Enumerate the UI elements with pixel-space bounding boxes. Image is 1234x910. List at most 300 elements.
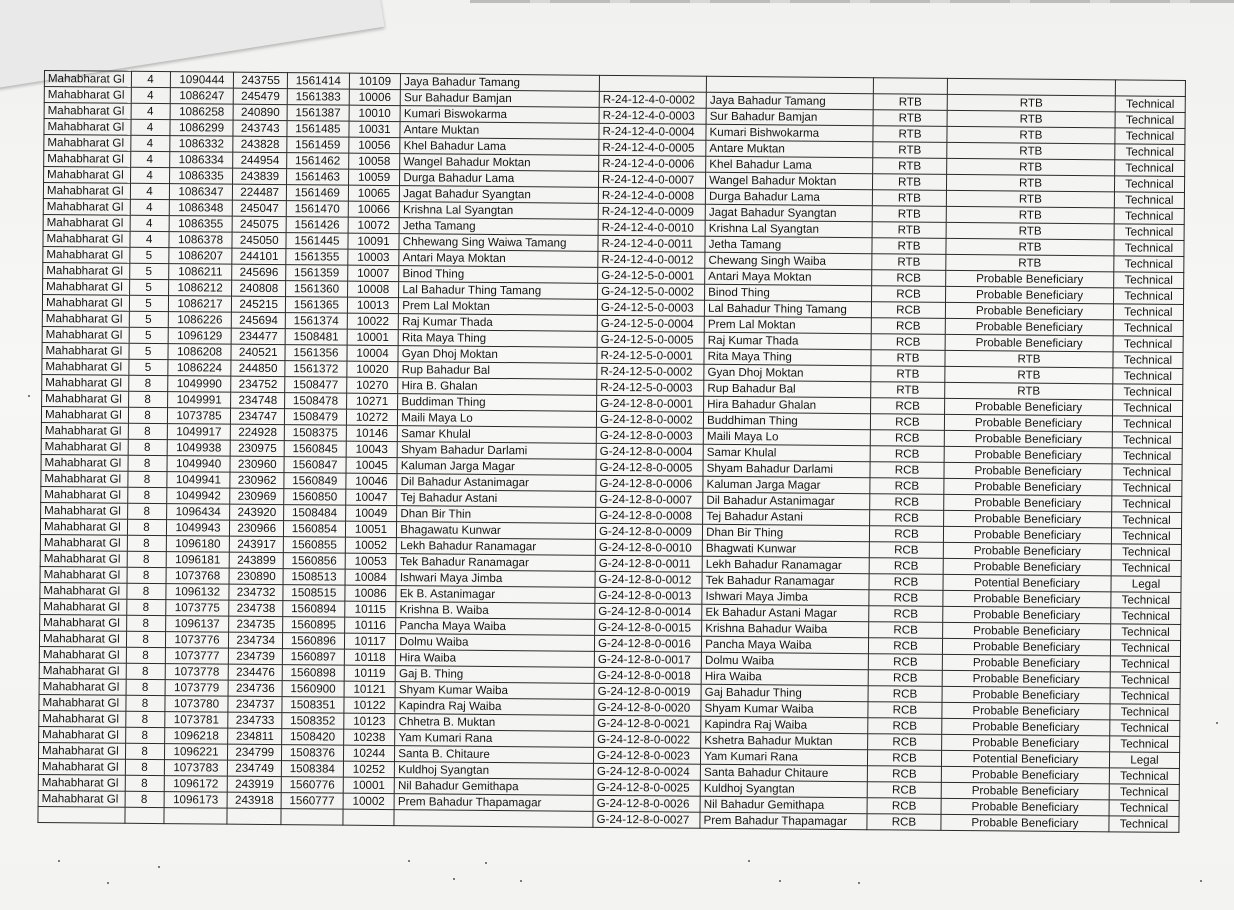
- parcel-id-cell: 1561360: [286, 281, 348, 298]
- beneficiary-name-cell: Kumari Bishwokarma: [706, 124, 873, 141]
- name-cell: Krishna Lal Syangtan: [400, 202, 599, 220]
- ward-cell: 8: [128, 407, 167, 423]
- hh-id-cell: 1096173: [164, 792, 228, 809]
- parcel-id-cell: [281, 809, 343, 826]
- project-cell: Mahabharat Gl: [40, 550, 127, 567]
- type-cell: Technical: [1109, 784, 1179, 801]
- category-cell: RTB: [872, 206, 946, 223]
- hh-id-cell: 1086208: [168, 344, 232, 361]
- serial-cell: 10013: [347, 297, 399, 313]
- category-cell: RCB: [870, 398, 944, 415]
- ward-cell: [124, 807, 163, 823]
- parcel-id-cell: 1508479: [284, 409, 346, 426]
- project-cell: Mahabharat Gl: [44, 103, 131, 120]
- status-cell: Probable Beneficiary: [946, 286, 1114, 303]
- ward-cell: 5: [129, 279, 168, 295]
- serial-cell: 10272: [346, 409, 398, 425]
- category-cell: RCB: [869, 558, 943, 575]
- status-cell: Probable Beneficiary: [944, 446, 1112, 463]
- project-cell: Mahabharat Gl: [39, 662, 126, 679]
- serial-cell: 10051: [345, 521, 397, 537]
- name-cell: Dil Bahadur Astanimagar: [397, 474, 596, 492]
- status-cell: RTB: [946, 190, 1114, 207]
- type-cell: Technical: [1113, 368, 1183, 385]
- beneficiary-name-cell: Lekh Bahadur Ranamagar: [702, 556, 869, 573]
- parcel-id-cell: 1508484: [284, 505, 346, 522]
- beneficiary-code-cell: G-24-12-5-0-0004: [597, 315, 704, 332]
- ward-cell: 8: [127, 535, 166, 551]
- ward-cell: 8: [126, 663, 165, 679]
- type-cell: Technical: [1113, 288, 1183, 305]
- ward-cell: 8: [128, 439, 167, 455]
- project-cell: Mahabharat Gl: [41, 470, 128, 487]
- project-cell: Mahabharat Gl: [43, 230, 130, 247]
- ward-cell: 8: [125, 791, 164, 807]
- plot-id-cell: 224928: [231, 424, 285, 440]
- hh-id-cell: 1049990: [167, 376, 231, 393]
- category-cell: RTB: [871, 366, 945, 383]
- hh-id-cell: 1096129: [168, 328, 232, 345]
- type-cell: Technical: [1115, 144, 1185, 161]
- status-cell: Probable Beneficiary: [945, 302, 1113, 319]
- status-cell: Probable Beneficiary: [945, 398, 1113, 415]
- type-cell: Technical: [1113, 336, 1183, 353]
- hh-id-cell: 1086211: [168, 264, 232, 281]
- name-cell: Buddiman Thing: [398, 394, 597, 412]
- hh-id-cell: 1073778: [165, 664, 229, 681]
- beneficiary-code-cell: R-24-12-4-0-0010: [598, 219, 705, 236]
- ward-cell: 8: [127, 551, 166, 567]
- beneficiary-name-cell: Dhan Bir Thing: [703, 524, 870, 541]
- type-cell: Technical: [1109, 768, 1179, 785]
- project-cell: Mahabharat Gl: [43, 214, 130, 231]
- type-cell: Technical: [1110, 704, 1180, 721]
- hh-id-cell: 1096137: [165, 616, 229, 633]
- parcel-id-cell: 1508420: [282, 729, 344, 746]
- plot-id-cell: 230966: [230, 520, 284, 536]
- name-cell: Binod Thing: [399, 266, 598, 284]
- status-cell: RTB: [947, 142, 1115, 159]
- serial-cell: 10252: [343, 761, 395, 777]
- type-cell: Technical: [1114, 240, 1184, 257]
- status-cell: Probable Beneficiary: [944, 494, 1112, 511]
- serial-cell: 10052: [345, 537, 397, 553]
- category-cell: RCB: [867, 750, 941, 767]
- parcel-id-cell: 1560849: [284, 473, 346, 490]
- type-cell: Legal: [1109, 752, 1179, 769]
- beneficiary-code-cell: R-24-12-4-0-0002: [599, 91, 706, 108]
- serial-cell: 10146: [346, 425, 398, 441]
- serial-cell: 10008: [347, 281, 399, 297]
- beneficiary-name-cell: Prem Lal Moktan: [704, 316, 871, 333]
- beneficiary-name-cell: Yam Kumari Rana: [701, 748, 868, 765]
- status-cell: RTB: [946, 222, 1114, 239]
- serial-cell: 10121: [344, 681, 396, 697]
- category-cell: RCB: [868, 718, 942, 735]
- status-cell: Probable Beneficiary: [941, 766, 1109, 783]
- beneficiary-code-cell: R-24-12-4-0-0012: [598, 251, 705, 268]
- ward-cell: 5: [129, 295, 168, 311]
- beneficiary-name-cell: Santa Bahadur Chitaure: [700, 764, 867, 781]
- beneficiary-code-cell: G-24-12-8-0-0017: [594, 651, 701, 668]
- type-cell: Technical: [1112, 416, 1182, 433]
- beneficiary-code-cell: G-24-12-8-0-0018: [594, 667, 701, 684]
- beneficiary-code-cell: R-24-12-4-0-0009: [598, 203, 705, 220]
- plot-id-cell: 243920: [230, 504, 284, 520]
- type-cell: Technical: [1111, 560, 1181, 577]
- ward-cell: 8: [125, 711, 164, 727]
- category-cell: RCB: [868, 686, 942, 703]
- plot-id-cell: 245050: [232, 232, 286, 248]
- category-cell: RCB: [868, 622, 942, 639]
- beneficiary-code-cell: G-24-12-8-0-0020: [594, 699, 701, 716]
- hh-id-cell: 1086378: [169, 232, 233, 249]
- name-cell: Kapindra Raj Waiba: [395, 698, 594, 716]
- type-cell: Technical: [1113, 352, 1183, 369]
- category-cell: RTB: [872, 254, 946, 271]
- serial-cell: 10043: [346, 441, 398, 457]
- serial-cell: 10002: [343, 793, 395, 809]
- status-cell: Probable Beneficiary: [944, 414, 1112, 431]
- name-cell: Gaj B. Thing: [395, 666, 594, 684]
- beneficiary-code-cell: R-24-12-4-0-0006: [599, 155, 706, 172]
- serial-cell: 10244: [343, 745, 395, 761]
- serial-cell: 10118: [344, 649, 396, 665]
- name-cell: Chhetra B. Muktan: [395, 714, 594, 732]
- plot-id-cell: 234476: [229, 664, 283, 680]
- type-cell: Technical: [1109, 736, 1179, 753]
- status-cell: RTB: [947, 158, 1115, 175]
- parcel-id-cell: 1561459: [287, 137, 349, 154]
- beneficiary-code-cell: G-24-12-8-0-0023: [593, 747, 700, 764]
- status-cell: Probable Beneficiary: [943, 622, 1111, 639]
- name-cell: Raj Kumar Thada: [399, 314, 598, 332]
- status-cell: Probable Beneficiary: [942, 686, 1110, 703]
- serial-cell: 10116: [344, 617, 396, 633]
- hh-id-cell: 1096218: [164, 728, 228, 745]
- ward-cell: 8: [126, 583, 165, 599]
- type-cell: Technical: [1110, 720, 1180, 737]
- parcel-id-cell: 1561387: [287, 105, 349, 122]
- ward-cell: 8: [125, 727, 164, 743]
- name-cell: [394, 810, 593, 828]
- plot-id-cell: 245215: [232, 296, 286, 312]
- beneficiary-code-cell: G-24-12-8-0-0012: [595, 571, 702, 588]
- plot-id-cell: 243919: [228, 776, 282, 792]
- status-cell: RTB: [947, 94, 1115, 111]
- plot-id-cell: 234749: [228, 760, 282, 776]
- beneficiary-code-cell: G-24-12-5-0-0002: [598, 283, 705, 300]
- category-cell: RTB: [873, 94, 947, 111]
- category-cell: RTB: [872, 174, 946, 191]
- parcel-id-cell: 1561426: [286, 217, 348, 234]
- beneficiary-name-cell: Antare Muktan: [706, 140, 873, 157]
- beneficiary-code-cell: G-24-12-8-0-0009: [595, 523, 702, 540]
- serial-cell: 10058: [348, 153, 400, 169]
- plot-id-cell: 230960: [230, 456, 284, 472]
- beneficiary-name-cell: Gaj Bahadur Thing: [701, 684, 868, 701]
- beneficiary-code-cell: G-24-12-8-0-0010: [595, 539, 702, 556]
- beneficiary-code-cell: G-24-12-8-0-0008: [596, 507, 703, 524]
- project-cell: Mahabharat Gl: [44, 71, 131, 88]
- name-cell: Tek Bahadur Ranamagar: [396, 554, 595, 572]
- beneficiary-name-cell: Kaluman Jarga Magar: [703, 476, 870, 493]
- beneficiary-name-cell: Hira Waiba: [701, 668, 868, 685]
- serial-cell: 10065: [348, 185, 400, 201]
- project-cell: Mahabharat Gl: [43, 246, 130, 263]
- parcel-id-cell: 1508478: [285, 393, 347, 410]
- name-cell: Rup Bahadur Bal: [398, 362, 597, 380]
- ward-cell: 4: [130, 215, 169, 231]
- status-cell: Probable Beneficiary: [945, 334, 1113, 351]
- ward-cell: 5: [129, 327, 168, 343]
- beneficiary-code-cell: R-24-12-4-0-0007: [599, 171, 706, 188]
- category-cell: RTB: [873, 110, 947, 127]
- plot-id-cell: 240808: [232, 280, 286, 296]
- category-cell: RCB: [870, 430, 944, 447]
- project-cell: Mahabharat Gl: [40, 518, 127, 535]
- ward-cell: 8: [126, 647, 165, 663]
- name-cell: Nil Bahadur Gemithapa: [394, 778, 593, 796]
- status-cell: Probable Beneficiary: [941, 814, 1109, 831]
- serial-cell: 10053: [345, 553, 397, 569]
- type-cell: Technical: [1113, 320, 1183, 337]
- hh-id-cell: 1049943: [166, 520, 230, 537]
- parcel-id-cell: 1561356: [285, 345, 347, 362]
- parcel-id-cell: 1560898: [282, 665, 344, 682]
- plot-id-cell: 230962: [230, 472, 284, 488]
- beneficiary-code-cell: G-24-12-5-0-0003: [597, 299, 704, 316]
- beneficiary-name-cell: Nil Bahadur Gemithapa: [700, 796, 867, 813]
- name-cell: Jetha Tamang: [399, 218, 598, 236]
- beneficiary-name-cell: Raj Kumar Thada: [704, 332, 871, 349]
- parcel-id-cell: 1560847: [284, 457, 346, 474]
- name-cell: Prem Bahadur Thapamagar: [394, 794, 593, 812]
- serial-cell: 10004: [347, 345, 399, 361]
- type-cell: Technical: [1115, 160, 1185, 177]
- status-cell: Probable Beneficiary: [942, 734, 1110, 751]
- parcel-id-cell: 1560896: [282, 633, 344, 650]
- plot-id-cell: 243755: [234, 72, 288, 88]
- project-cell: Mahabharat Gl: [42, 390, 129, 407]
- name-cell: Antare Muktan: [400, 122, 599, 140]
- project-cell: Mahabharat Gl: [41, 486, 128, 503]
- category-cell: RCB: [867, 766, 941, 783]
- type-cell: Technical: [1111, 544, 1181, 561]
- serial-cell: 10003: [348, 249, 400, 265]
- project-cell: Mahabharat Gl: [38, 774, 125, 791]
- beneficiary-name-cell: Prem Bahadur Thapamagar: [700, 812, 867, 829]
- project-cell: Mahabharat Gl: [44, 119, 131, 136]
- serial-cell: 10270: [346, 377, 398, 393]
- ward-cell: 8: [127, 487, 166, 503]
- beneficiary-name-cell: Jagat Bahadur Syangtan: [705, 204, 872, 221]
- serial-cell: 10007: [347, 265, 399, 281]
- status-cell: Probable Beneficiary: [942, 670, 1110, 687]
- project-cell: Mahabharat Gl: [38, 758, 125, 775]
- category-cell: RCB: [868, 702, 942, 719]
- status-cell: RTB: [945, 382, 1113, 399]
- category-cell: RCB: [867, 798, 941, 815]
- project-cell: Mahabharat Gl: [43, 262, 130, 279]
- hh-id-cell: 1049938: [167, 440, 231, 457]
- beneficiary-name-cell: Gyan Dhoj Moktan: [704, 364, 871, 381]
- ward-cell: 8: [126, 615, 165, 631]
- project-cell: Mahabharat Gl: [42, 342, 129, 359]
- parcel-id-cell: 1561374: [285, 313, 347, 330]
- beneficiary-name-cell: Kapindra Raj Waiba: [701, 716, 868, 733]
- beneficiary-name-cell: [706, 76, 873, 93]
- parcel-id-cell: 1561414: [287, 73, 349, 90]
- plot-id-cell: 230969: [230, 488, 284, 504]
- hh-id-cell: 1049941: [166, 472, 230, 489]
- beneficiary-name-cell: Kshetra Bahadur Muktan: [701, 732, 868, 749]
- name-cell: Dolmu Waiba: [396, 634, 595, 652]
- beneficiary-name-cell: Krishna Bahadur Waiba: [702, 620, 869, 637]
- type-cell: Technical: [1111, 592, 1181, 609]
- category-cell: RCB: [869, 542, 943, 559]
- type-cell: Technical: [1114, 224, 1184, 241]
- status-cell: Probable Beneficiary: [941, 798, 1109, 815]
- beneficiary-code-cell: G-24-12-8-0-0019: [594, 683, 701, 700]
- scan-edge-strip: [470, 0, 1234, 3]
- ward-cell: 8: [125, 759, 164, 775]
- name-cell: Tej Bahadur Astani: [397, 490, 596, 508]
- name-cell: Lal Bahadur Thing Tamang: [399, 282, 598, 300]
- status-cell: RTB: [945, 350, 1113, 367]
- beneficiary-name-cell: Lal Bahadur Thing Tamang: [704, 300, 871, 317]
- type-cell: Technical: [1113, 384, 1183, 401]
- ward-cell: 8: [125, 695, 164, 711]
- hh-id-cell: 1096180: [166, 536, 230, 553]
- serial-cell: 10117: [344, 633, 396, 649]
- beneficiary-name-cell: Shyam Bahadur Darlami: [703, 460, 870, 477]
- parcel-id-cell: 1508515: [283, 585, 345, 602]
- plot-id-cell: 244101: [232, 248, 286, 264]
- hh-id-cell: 1086247: [170, 88, 234, 105]
- project-cell: Mahabharat Gl: [39, 630, 126, 647]
- plot-id-cell: 244850: [231, 360, 285, 376]
- plot-id-cell: 243743: [233, 120, 287, 136]
- project-cell: Mahabharat Gl: [39, 678, 126, 695]
- plot-id-cell: 244954: [233, 152, 287, 168]
- serial-cell: 10056: [349, 137, 401, 153]
- ward-cell: 5: [129, 263, 168, 279]
- beneficiary-code-cell: G-24-12-8-0-0006: [596, 475, 703, 492]
- hh-id-cell: 1049940: [167, 456, 231, 473]
- beneficiary-name-cell: Dolmu Waiba: [701, 652, 868, 669]
- serial-cell: [343, 809, 395, 825]
- ward-cell: 8: [127, 567, 166, 583]
- beneficiary-code-cell: R-24-12-4-0-0005: [599, 139, 706, 156]
- hh-id-cell: 1096434: [166, 504, 230, 521]
- hh-id-cell: 1086226: [168, 312, 232, 329]
- status-cell: Probable Beneficiary: [944, 430, 1112, 447]
- plot-id-cell: 230975: [231, 440, 285, 456]
- parcel-id-cell: 1508477: [285, 377, 347, 394]
- hh-id-cell: [164, 808, 228, 825]
- serial-cell: 10091: [348, 233, 400, 249]
- name-cell: Shyam Bahadur Darlami: [397, 442, 596, 460]
- hh-id-cell: 1073780: [165, 696, 229, 713]
- beneficiary-sheet: [37, 70, 1188, 833]
- plot-id-cell: 240521: [231, 344, 285, 360]
- beneficiary-code-cell: G-24-12-8-0-0007: [596, 491, 703, 508]
- name-cell: Krishna B. Waiba: [396, 602, 595, 620]
- type-cell: Technical: [1111, 608, 1181, 625]
- parcel-id-cell: 1508384: [281, 761, 343, 778]
- name-cell: Durga Bahadur Lama: [400, 170, 599, 188]
- table-body: [38, 71, 1186, 833]
- category-cell: RTB: [872, 238, 946, 255]
- project-cell: [38, 806, 125, 823]
- ward-cell: 8: [128, 423, 167, 439]
- hh-id-cell: 1073768: [166, 568, 230, 585]
- status-cell: Potential Beneficiary: [942, 750, 1110, 767]
- serial-cell: 10066: [348, 201, 400, 217]
- ward-cell: 4: [130, 183, 169, 199]
- status-cell: RTB: [947, 126, 1115, 143]
- plot-id-cell: 245694: [232, 312, 286, 328]
- ward-cell: 5: [128, 343, 167, 359]
- beneficiary-code-cell: G-24-12-8-0-0021: [594, 715, 701, 732]
- hh-id-cell: 1073781: [164, 712, 228, 729]
- status-cell: Probable Beneficiary: [943, 526, 1111, 543]
- status-cell: RTB: [946, 254, 1114, 271]
- beneficiary-code-cell: G-24-12-8-0-0002: [596, 411, 703, 428]
- ward-cell: 4: [130, 167, 169, 183]
- type-cell: Technical: [1114, 208, 1184, 225]
- beneficiary-name-cell: Shyam Kumar Waiba: [701, 700, 868, 717]
- name-cell: Shyam Kumar Waiba: [395, 682, 594, 700]
- serial-cell: 10123: [344, 713, 396, 729]
- beneficiary-name-cell: Ishwari Maya Jimba: [702, 588, 869, 605]
- status-cell: Probable Beneficiary: [945, 318, 1113, 335]
- name-cell: Sur Bahadur Bamjan: [400, 90, 599, 108]
- category-cell: RTB: [871, 350, 945, 367]
- name-cell: Kumari Biswokarma: [400, 106, 599, 124]
- type-cell: Technical: [1110, 640, 1180, 657]
- beneficiary-code-cell: G-24-12-8-0-0025: [593, 779, 700, 796]
- name-cell: Dhan Bir Thin: [397, 506, 596, 524]
- parcel-id-cell: 1561365: [285, 297, 347, 314]
- parcel-id-cell: 1560855: [283, 537, 345, 554]
- project-cell: Mahabharat Gl: [40, 566, 127, 583]
- ward-cell: 8: [127, 503, 166, 519]
- category-cell: RTB: [873, 126, 947, 143]
- project-cell: Mahabharat Gl: [42, 294, 129, 311]
- hh-id-cell: 1049942: [166, 488, 230, 505]
- project-cell: Mahabharat Gl: [40, 534, 127, 551]
- hh-id-cell: 1049917: [167, 424, 231, 441]
- category-cell: RCB: [870, 462, 944, 479]
- serial-cell: 10084: [345, 569, 397, 585]
- category-cell: RTB: [872, 222, 946, 239]
- name-cell: Kuldhoj Syangtan: [395, 762, 594, 780]
- status-cell: Probable Beneficiary: [944, 462, 1112, 479]
- type-cell: Technical: [1112, 496, 1182, 513]
- ward-cell: 8: [128, 391, 167, 407]
- ward-cell: 8: [126, 631, 165, 647]
- name-cell: Prem Lal Moktan: [399, 298, 598, 316]
- status-cell: RTB: [947, 110, 1115, 127]
- status-cell: Probable Beneficiary: [946, 270, 1114, 287]
- ward-cell: 8: [127, 471, 166, 487]
- category-cell: RCB: [871, 286, 945, 303]
- project-cell: Mahabharat Gl: [44, 167, 131, 184]
- ward-cell: 8: [126, 599, 165, 615]
- hh-id-cell: 1049991: [167, 392, 231, 409]
